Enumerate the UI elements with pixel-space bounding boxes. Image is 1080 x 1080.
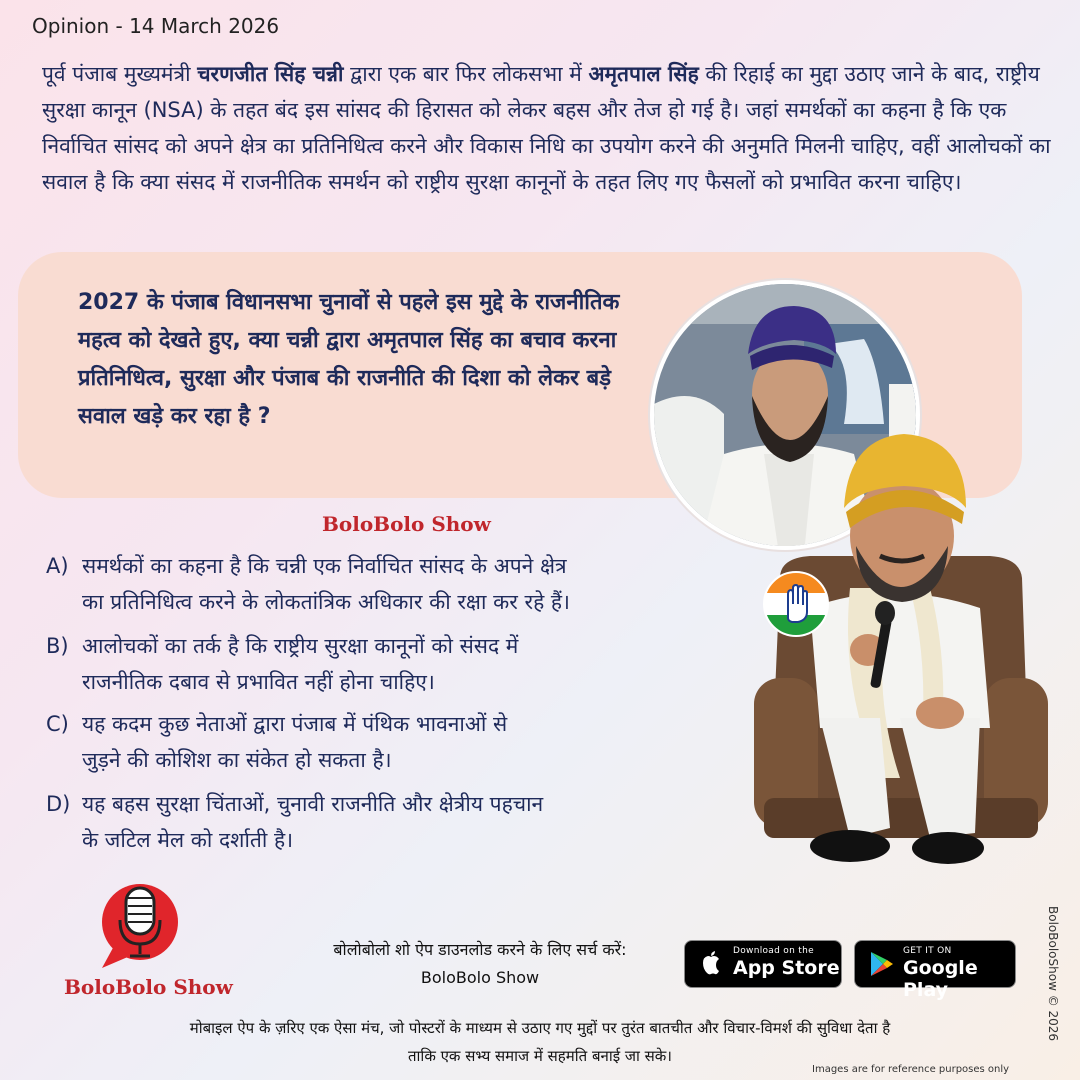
brand-name-mid: BoloBolo Show [322,512,491,536]
search-line1: बोलोबोलो शो ऐप डाउनलोड करने के लिए सर्च करें: [333,940,627,959]
intro-bold-name-1: चरणजीत सिंह चन्नी [197,62,344,86]
option-d-label: D) [46,792,71,816]
option-a-line2: का प्रतिनिधित्व करने के लोकतांत्रिक अधिकार की रक्षा कर रहे हैं। [82,590,571,614]
intro-text-2: द्वारा एक बार फिर लोकसभा में [343,62,589,86]
app-store-button[interactable] [684,940,842,988]
option-b-line1: आलोचकों का तर्क है कि राष्ट्रीय सुरक्षा कानूनों को संसद में [82,634,519,658]
copyright-text: BoloBoloShow © 2026 [1046,906,1060,1042]
option-a-label: A) [46,554,69,578]
option-a[interactable] [46,548,736,620]
app-store-big-text: App Store [733,957,840,979]
intro-text-1: पूर्व पंजाब मुख्यमंत्री [42,62,198,86]
intro-text-3: की रिहाई का मुद्दा उठाए जाने के बाद, राष्ट्रीय सुरक्षा कानून (NSA) के तहत बंद इस सांसद की हिरासत को लेकर बहस और तेज हो गई है। जहां समर्थकों का कहना है कि एक निर्वाचित सांसद को अपने क्षेत्र का प्रतिनिधित्व करने और विकास निधि का उपयोग करने की अनुमति मिलनी चाहिए, वहीं आलोचकों का सवाल है कि क्या संसद में राजनीतिक समर्थन को राष्ट्रीय सुरक्षा कानूनों के तहत लिए गए फैसलों को प्रभावित करना चाहिए। [42,62,1051,194]
option-b-label: B) [46,634,69,658]
search-instruction [270,936,690,992]
congress-hand-icon [762,570,830,638]
caricature-illustration [740,428,1060,888]
option-b[interactable] [46,628,736,700]
google-play-icon [867,950,895,978]
option-d[interactable] [46,786,736,858]
option-c-line2: जुड़ने की कोशिश का संकेत हो सकता है। [82,748,392,772]
option-c[interactable] [46,706,736,778]
app-store-small-text: Download on the [733,946,814,956]
option-c-label: C) [46,712,69,736]
disclaimer: Images are for reference purposes only [812,1064,1010,1075]
apple-icon [697,950,725,978]
option-d-line2: के जटिल मेल को दर्शाती है। [82,828,294,852]
footer-text [30,1014,1050,1070]
option-a-line1: समर्थकों का कहना है कि चन्नी एक निर्वाचित सांसद के अपने क्षेत्र [82,554,567,578]
intro-paragraph [42,56,1052,200]
brand-name-bottom: BoloBolo Show [64,975,233,999]
intro-bold-name-2: अमृतपाल सिंह [588,62,699,86]
google-play-button[interactable] [854,940,1016,1001]
footer-line2: ताकि एक सभ्य समाज में सहमति बनाई जा सके। [408,1047,672,1065]
google-play-small-text: GET IT ON [903,946,952,956]
option-b-line2: राजनीतिक दबाव से प्रभावित नहीं होना चाहिए। [82,670,435,694]
footer-line1: मोबाइल ऐप के ज़रिए एक ऐसा मंच, जो पोस्टरों के माध्यम से उठाए गए मुद्दों पर तुरंत बातचीत और विचार-विमर्श की सुविधा देता है [189,1019,891,1037]
google-play-big-text: Google Play [903,957,978,1001]
copyright-vertical [1046,906,1064,1056]
question-text: 2027 के पंजाब विधानसभा चुनावों से पहले इस मुद्दे के राजनीतिक महत्व को देखते हुए, क्या चन्नी द्वारा अमृतपाल सिंह का बचाव करना प्रतिनिधित्व, सुरक्षा और पंजाब की राजनीति की दिशा को लेकर बड़े सवाल खड़े कर रहा है ? [78,290,620,429]
option-d-line1: यह बहस सुरक्षा चिंताओं, चुनावी राजनीति और क्षेत्रीय पहचान [82,792,544,816]
option-c-line1: यह कदम कुछ नेताओं द्वारा पंजाब में पंथिक भावनाओं से [82,712,508,736]
search-line2: BoloBolo Show [420,968,540,987]
header-date: Opinion - 14 March 2026 [32,14,280,38]
